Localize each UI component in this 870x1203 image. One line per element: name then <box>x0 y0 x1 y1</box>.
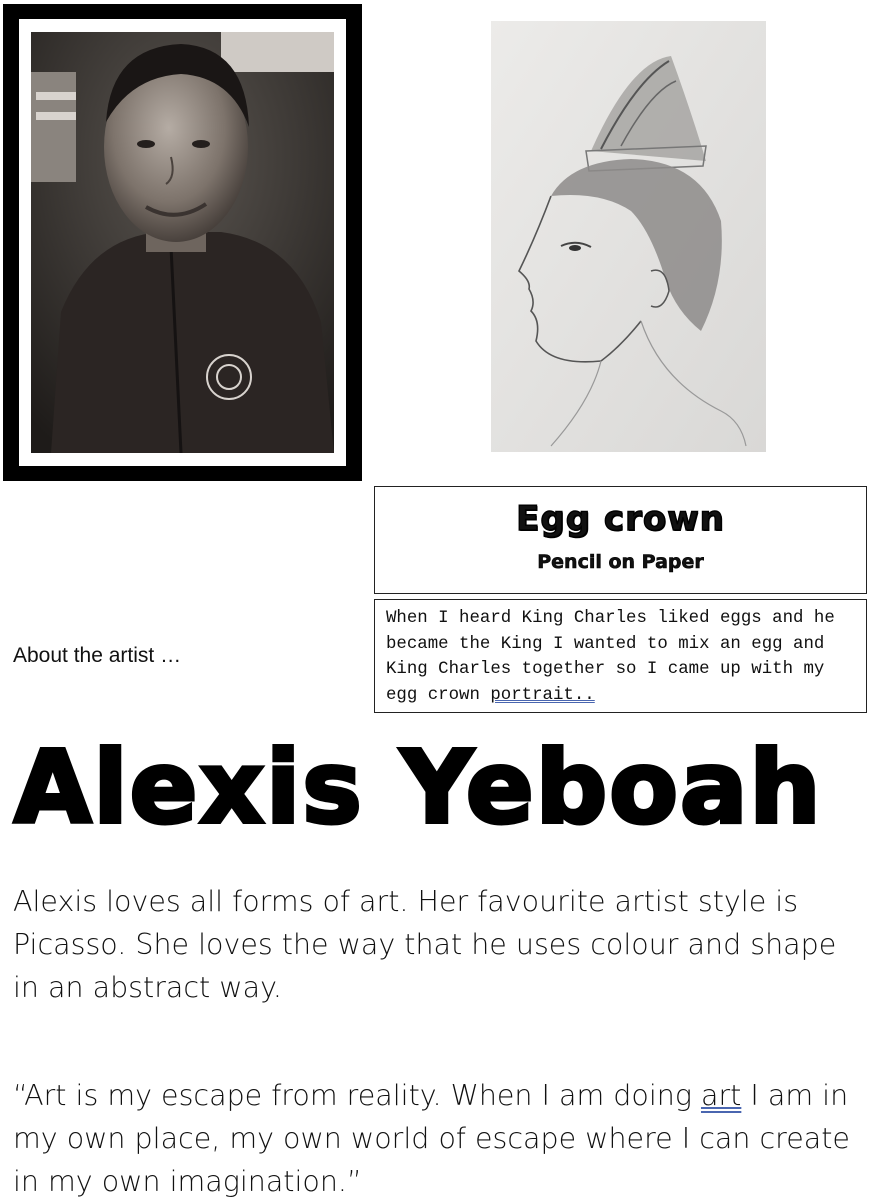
artwork-description-end: portrait.. <box>490 685 595 705</box>
artist-quote-start: “Art is my escape from reality. When I am doing <box>13 1079 701 1112</box>
artist-name-heading: Alexis Yeboah <box>14 729 823 846</box>
artist-photo <box>31 32 334 453</box>
about-artist-label: About the artist … <box>13 644 182 667</box>
artwork-description-box <box>374 599 867 713</box>
artwork-drawing <box>491 21 766 452</box>
artwork-title: Egg crown <box>516 499 725 539</box>
artwork-medium: Pencil on Paper <box>537 551 704 573</box>
photo-mat <box>19 19 346 466</box>
pencil-portrait <box>491 21 766 452</box>
artist-quote <box>13 1074 858 1203</box>
artwork-description <box>386 606 858 708</box>
artist-photo-frame <box>3 4 362 481</box>
artwork-description-main: When I heard King Charles liked eggs and he became the King I wanted to mix an egg and King Charles together so I came up with my egg crown <box>386 609 835 705</box>
artist-quote-end: I am in my own place, my own world of escape where I can create in my own imagination.” <box>13 1079 850 1198</box>
artist-quote-art: art <box>700 1079 742 1112</box>
artwork-title-box <box>374 486 867 594</box>
artist-bio: Alexis loves all forms of art. Her favourite artist style is Picasso. She loves the way that he uses colour and shape in an abstract way. <box>13 885 837 1004</box>
